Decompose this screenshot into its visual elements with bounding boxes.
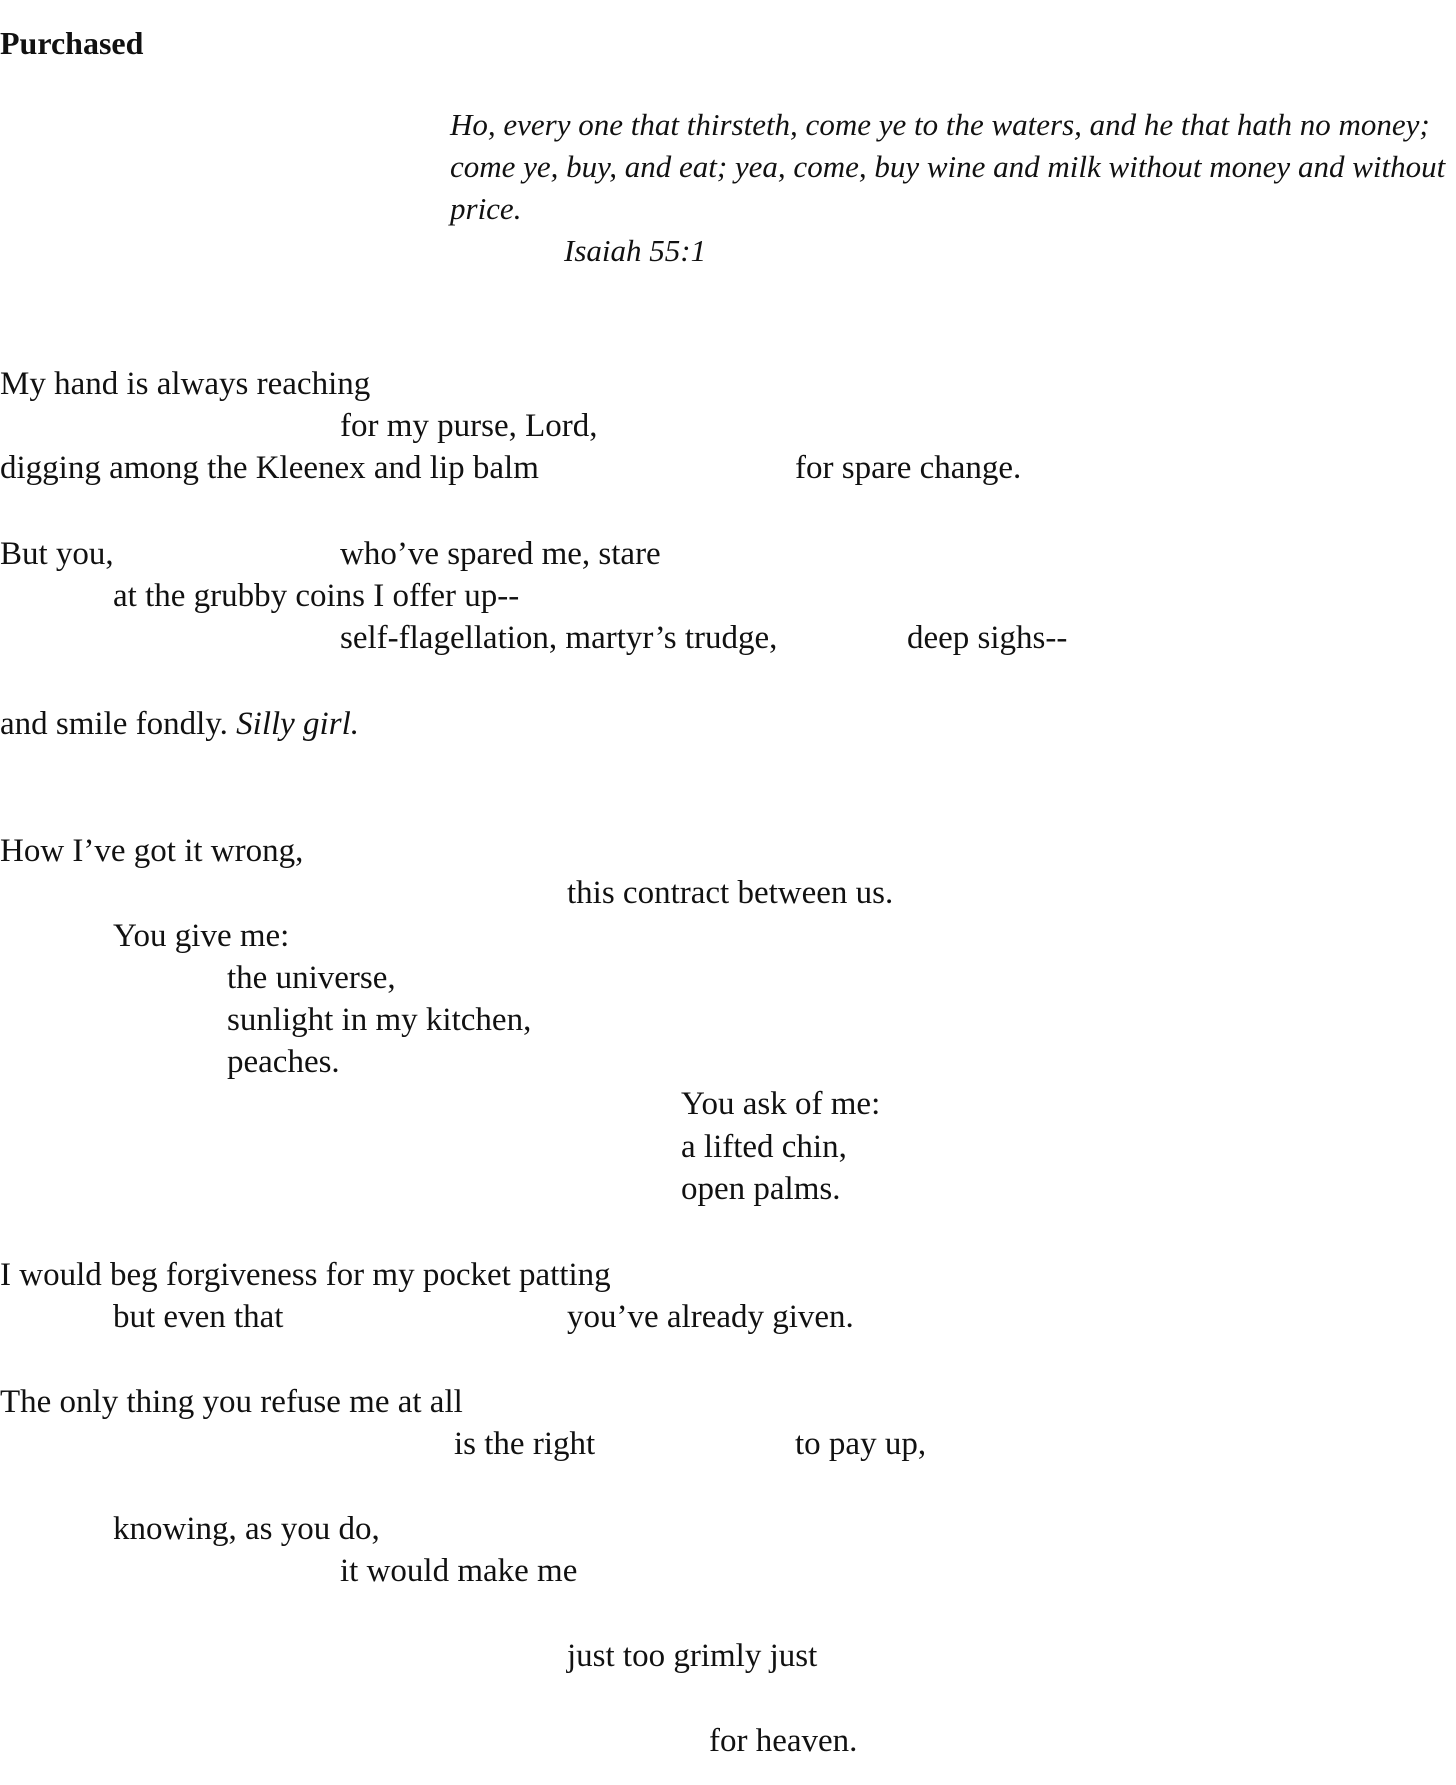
poem-line xyxy=(0,703,359,745)
poem-line: self-flagellation, martyr’s trudge, xyxy=(340,620,778,656)
poem-line: to pay up, xyxy=(795,1426,927,1462)
epigraph-citation: Isaiah 55:1 xyxy=(564,233,707,268)
poem-line: deep sighs-- xyxy=(907,620,1068,656)
poem-line: who’ve spared me, stare xyxy=(340,536,661,572)
poem-line-italic: Silly girl. xyxy=(236,706,359,742)
poem-line: is the right xyxy=(454,1426,596,1462)
poem-line: but even that xyxy=(113,1299,284,1335)
poem-line: peaches. xyxy=(227,1044,340,1080)
poem-line: a lifted chin, xyxy=(681,1129,847,1165)
poem-line: it would make me xyxy=(340,1553,578,1589)
poem-line: for spare change. xyxy=(795,450,1022,486)
poem-line: you’ve already given. xyxy=(567,1299,854,1335)
poem-line: knowing, as you do, xyxy=(113,1511,380,1547)
poem-line: for my purse, Lord, xyxy=(340,408,598,444)
poem-line: The only thing you refuse me at all xyxy=(0,1384,463,1420)
poem-line: open palms. xyxy=(681,1171,841,1207)
poem-line: You ask of me: xyxy=(681,1086,881,1122)
poem-line: the universe, xyxy=(227,960,396,996)
poem-title: Purchased xyxy=(0,25,144,61)
poem-line: But you, xyxy=(0,536,114,572)
poem-line: digging among the Kleenex and lip balm xyxy=(0,450,539,486)
poem-line: How I’ve got it wrong, xyxy=(0,833,304,869)
poem-line: for heaven. xyxy=(709,1723,858,1759)
poem-line: just too grimly just xyxy=(567,1638,818,1674)
poem-line: You give me: xyxy=(113,918,290,954)
epigraph-text: Ho, every one that thirsteth, come ye to the waters, and he that hath no money; come ye, buy, and eat; yea, come, buy wine and milk without money and without price. xyxy=(450,107,1446,226)
poem-line: sunlight in my kitchen, xyxy=(227,1002,532,1038)
poem-line: this contract between us. xyxy=(567,875,894,911)
poem-line: at the grubby coins I offer up-- xyxy=(113,578,520,614)
poem-line-text: and smile fondly. xyxy=(0,706,228,742)
epigraph xyxy=(450,104,1450,272)
poem-line: My hand is always reaching xyxy=(0,366,371,402)
poem-line: I would beg forgiveness for my pocket patting xyxy=(0,1257,611,1293)
